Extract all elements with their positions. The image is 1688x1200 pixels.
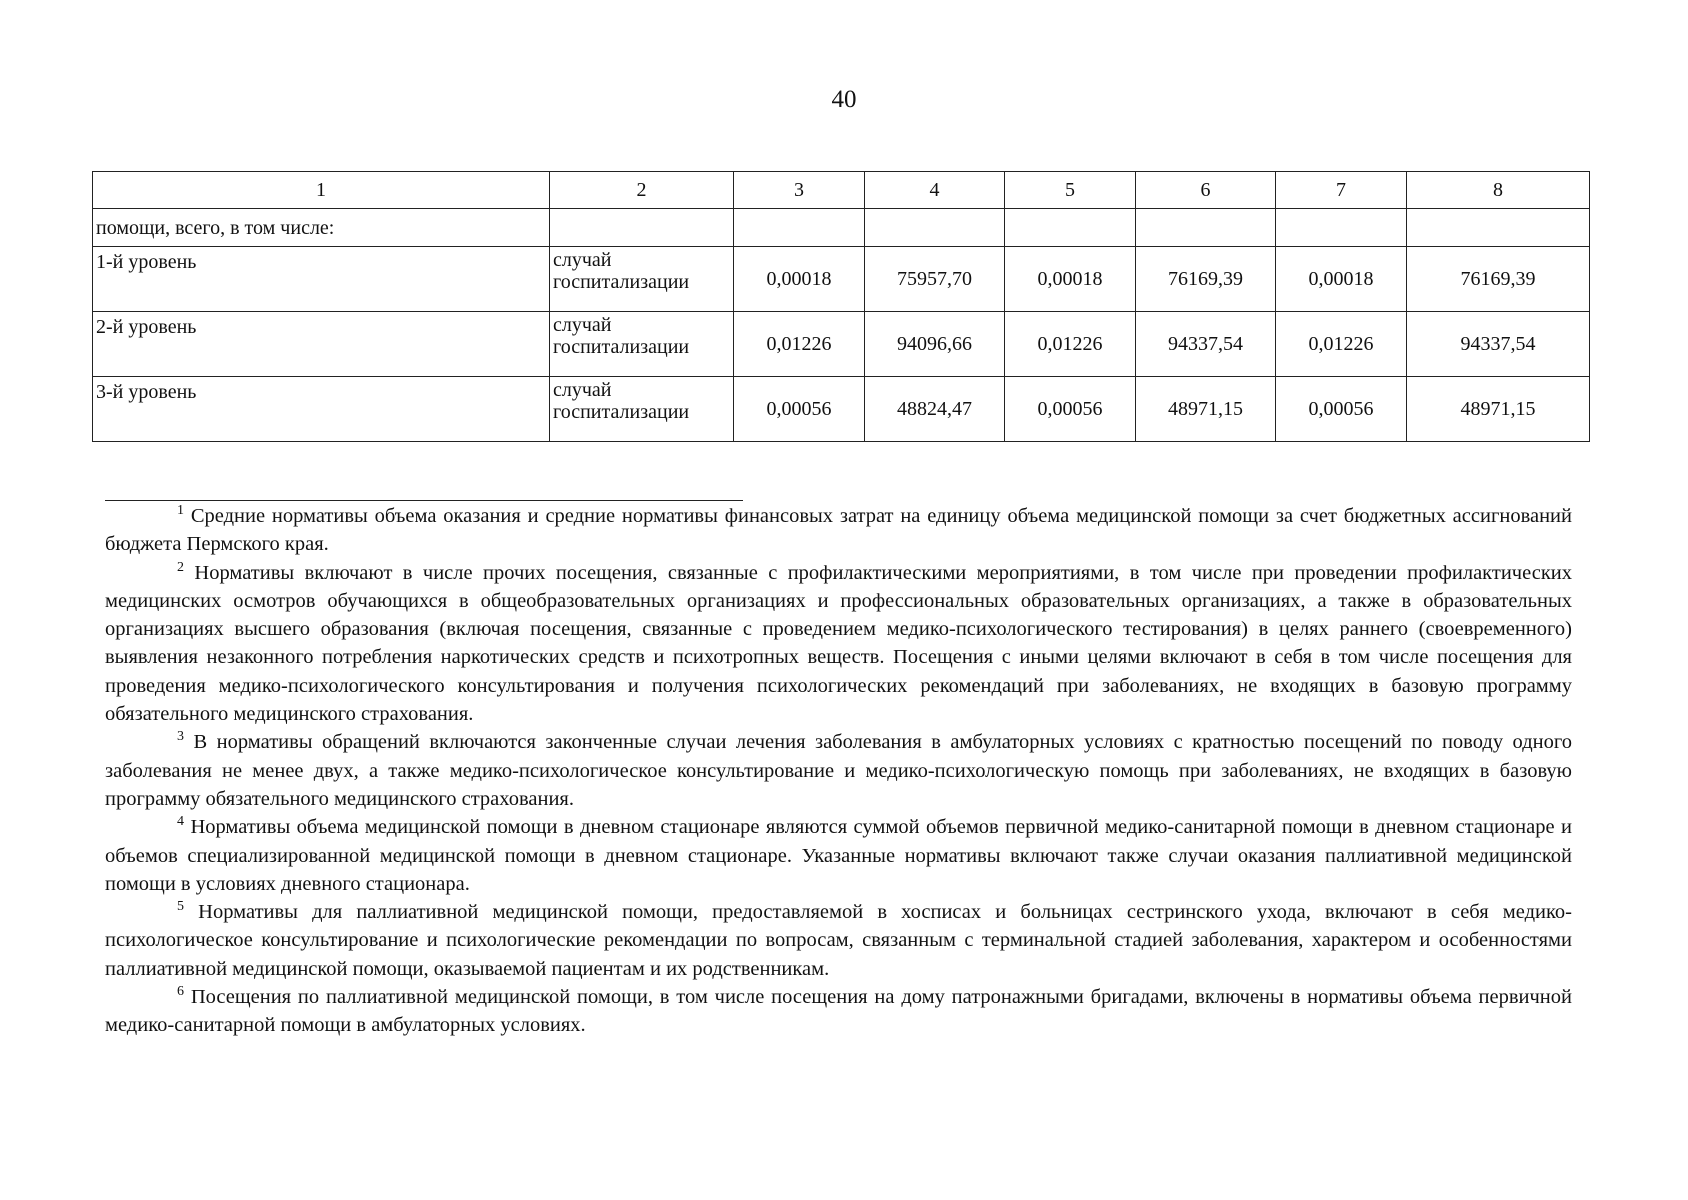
- footnote-text: Нормативы объема медицинской помощи в дневном стационаре являются суммой объемов первичной медико-санитарной помощи в дневном стационаре и объемов специализированной медицинской помощи в дневном стационаре. Указанные нормативы включают также случаи оказания паллиативной медицинской помощи в условиях дневного стационара.: [105, 816, 1572, 895]
- footnotes: [105, 502, 1572, 1040]
- column-header: 7: [1276, 172, 1407, 209]
- table-cell: [865, 209, 1005, 247]
- table-cell: 76169,39: [1136, 247, 1276, 312]
- unit-line: случай: [553, 314, 612, 336]
- table-cell: 94337,54: [1407, 312, 1590, 377]
- footnote-mark: 6: [177, 984, 184, 1000]
- table-cell: 94096,66: [865, 312, 1005, 377]
- table-header-row: [93, 172, 1590, 209]
- table-cell: 0,00018: [1276, 247, 1407, 312]
- table-cell: [550, 209, 734, 247]
- footnote-separator: [105, 500, 743, 501]
- footnote-mark: 4: [177, 814, 184, 830]
- footnote-text: Нормативы включают в числе прочих посещения, связанные с профилактическими мероприятиями, в том числе при проведении профилактических медицинских осмотров обучающихся в общеобразовательных организациях и профессиональных образовательных организациях, а также в образовательных организациях высшего образования (включая посещения, связанные с проведением медико-психологического тестирования) в целях раннего (своевременного) выявления незаконного потребления наркотических средств и психотропных веществ. Посещения с иными целями включают в себя в том числе посещения для проведения медико-психологического консультирования и получения психологических рекомендаций при заболеваниях, не входящих в базовую программу обязательного медицинского страхования.: [105, 561, 1572, 726]
- table-row: [93, 247, 1590, 312]
- table-cell: 94337,54: [1136, 312, 1276, 377]
- data-table: [92, 171, 1590, 442]
- column-header: 1: [93, 172, 550, 209]
- row-label: помощи, всего, в том числе:: [93, 209, 550, 247]
- table-row: [93, 209, 1590, 247]
- footnote: [105, 983, 1572, 1040]
- table-cell: 0,00056: [1005, 377, 1136, 442]
- column-header: 8: [1407, 172, 1590, 209]
- table-row: [93, 312, 1590, 377]
- row-label: 2-й уровень: [93, 312, 550, 377]
- unit-line: случай: [553, 379, 612, 401]
- table-cell: 48971,15: [1136, 377, 1276, 442]
- footnote-mark: 1: [177, 503, 184, 518]
- table-cell: 0,00056: [1276, 377, 1407, 442]
- column-header: 2: [550, 172, 734, 209]
- row-label: 1-й уровень: [93, 247, 550, 312]
- footnote-text: В нормативы обращений включаются законченные случаи лечения заболевания в амбулаторных условиях с кратностью посещений по поводу одного заболевания не менее двух, а также медико-психологическое консультирование и медико-психологическую помощь при заболеваниях, не входящих в базовую программу обязательного медицинского страхования.: [105, 731, 1572, 810]
- unit-line: случай: [553, 249, 612, 271]
- table-cell: [734, 209, 865, 247]
- table-cell: [1276, 209, 1407, 247]
- table-cell: 0,01226: [734, 312, 865, 377]
- footnote-mark: 3: [177, 729, 184, 745]
- table-cell: 48971,15: [1407, 377, 1590, 442]
- table-cell: 48824,47: [865, 377, 1005, 442]
- table-cell: 0,01226: [1005, 312, 1136, 377]
- footnote-mark: 2: [177, 559, 184, 575]
- column-header: 6: [1136, 172, 1276, 209]
- unit-line: госпитализации: [553, 271, 690, 293]
- footnote: [105, 813, 1572, 898]
- table-cell: 0,01226: [1276, 312, 1407, 377]
- table-cell: 0,00018: [734, 247, 865, 312]
- footnote: [105, 559, 1572, 729]
- table-cell: 75957,70: [865, 247, 1005, 312]
- table-cell: [1136, 209, 1276, 247]
- footnote: [105, 728, 1572, 813]
- table-cell: [1407, 209, 1590, 247]
- column-header: 3: [734, 172, 865, 209]
- footnote-text: Нормативы для паллиативной медицинской помощи, предоставляемой в хосписах и больницах сестринского ухода, включают в себя медико-психологическое консультирование и психологические рекомендации по вопросам, связанным с терминальной стадией заболевания, характером и особенностями паллиативной медицинской помощи, оказываемой пациентам и их родственникам.: [105, 901, 1573, 980]
- unit-cell: [550, 312, 734, 377]
- unit-cell: [550, 247, 734, 312]
- row-label: 3-й уровень: [93, 377, 550, 442]
- table-cell: 0,00018: [1005, 247, 1136, 312]
- footnote-text: Средние нормативы объема оказания и средние нормативы финансовых затрат на единицу объема медицинской помощи за счет бюджетных ассигнований бюджета Пермского края.: [105, 505, 1572, 556]
- footnote: [105, 502, 1572, 559]
- footnote-mark: 5: [177, 899, 184, 915]
- column-header: 4: [865, 172, 1005, 209]
- footnote: [105, 898, 1572, 983]
- table-cell: [1005, 209, 1136, 247]
- table-cell: 0,00056: [734, 377, 865, 442]
- footnote-text: Посещения по паллиативной медицинской помощи, в том числе посещения на дому патронажными бригадами, включены в нормативы объема первичной медико-санитарной помощи в амбулаторных условиях.: [105, 986, 1573, 1037]
- unit-line: госпитализации: [553, 336, 690, 358]
- unit-cell: [550, 377, 734, 442]
- page-number: 40: [831, 86, 857, 113]
- column-header: 5: [1005, 172, 1136, 209]
- table-cell: 76169,39: [1407, 247, 1590, 312]
- unit-line: госпитализации: [553, 401, 690, 423]
- table-row: [93, 377, 1590, 442]
